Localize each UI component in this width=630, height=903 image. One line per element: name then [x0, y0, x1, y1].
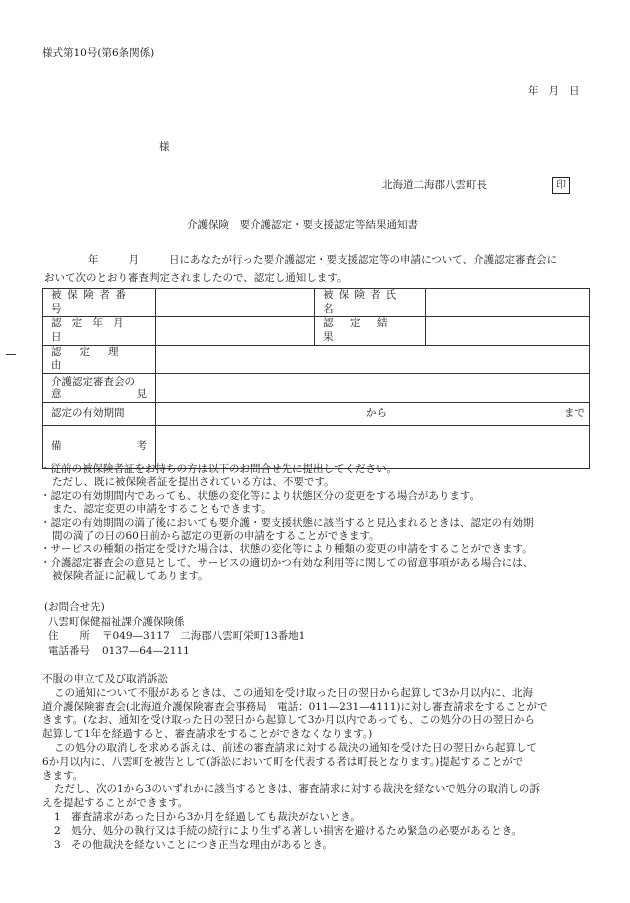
form-number: 様式第10号(第6条関係): [42, 47, 155, 59]
note-line: ただし、既に被保険者証を提出されている方は、不要です。: [52, 476, 335, 489]
opinion-label-line-2: [51, 388, 147, 400]
note-line: ・サービスの種類の指定を受けた場合は、状態の変化等により種類の変更の申請をすることができます。: [40, 543, 533, 556]
appeal-line: ただし、次の1から3のいずれかに該当するときは、審査請求に対する裁決を経ないで処分の取消しの訴: [54, 783, 540, 796]
appeal-line: 6か月以内に、八雲町を被告として(訴訟において町を代表する者は町長となります。)提起することがで: [42, 755, 524, 768]
table-row: [43, 425, 590, 468]
reason-field[interactable]: [156, 345, 590, 373]
contact-heading: (お問合せ先): [44, 601, 105, 613]
insured-name-field[interactable]: [426, 289, 590, 317]
remarks-label: [43, 425, 156, 468]
appeal-line: この処分の取消しを求める訴えは、前述の審査請求に対する裁決の通知を受けた日の翌日から起算して: [54, 741, 537, 754]
recipient-suffix: 様: [159, 141, 170, 153]
appeal-section: [42, 673, 548, 852]
contact-section: [44, 601, 305, 659]
period-from: から: [366, 406, 387, 419]
insured-name-label: [315, 289, 426, 317]
phone-value: 0137—64—2111: [102, 644, 190, 657]
intro-line-1-text: 日にあなたが行った要介護認定・要支援認定等の申請について、介護認定審査会に: [169, 254, 558, 266]
document-title: 介護保険 要介護認定・要支援認定等結果通知書: [187, 219, 418, 231]
intro-line-1: [88, 254, 557, 268]
remarks-field[interactable]: [156, 425, 590, 468]
appeal-line: えを提起することができます。: [42, 797, 189, 810]
cert-result-label: [315, 317, 426, 345]
appeal-line: この通知について不服があるときは、この通知を受け取った日の翌日から起算して3か月以内に、北海: [54, 686, 533, 699]
opinion-field[interactable]: [156, 373, 590, 402]
remarks-label-text: [51, 440, 147, 454]
label-text: 認定結果: [323, 317, 404, 343]
label-text: 見: [136, 387, 147, 400]
note-line: 間の満了の日の60日前から認定の更新の申請をすることができます。: [52, 529, 380, 542]
appeal-item: 2 処分、処分の執行又は手続の続行により生ずる著しい損害を避けるため緊急の必要があるとき。: [54, 824, 523, 837]
cert-date-field[interactable]: [156, 317, 315, 345]
appeal-heading: 不服の申立て及び取消訴訟: [42, 673, 168, 685]
note-line: ・介護認定審査会の意見として、サービスの適切かつ有効な利用等に関しての留意事項がある場合には、: [40, 556, 534, 569]
intro-line-2: おいて次のとおり審査判定されましたので、認定し通知します。: [44, 272, 348, 284]
insured-number-field[interactable]: [156, 289, 315, 317]
appeal-item: 3 その他裁決を経ないことにつき正当な理由があるとき。: [54, 838, 334, 851]
intro-year: 年: [88, 254, 99, 266]
note-line: ・認定の有効期間内であっても、状態の変化等により状態区分の変更をする場合があります。: [40, 489, 481, 502]
appeal-line: きます。(なお、通知を受け取った日の翌日から起算して3か月以内であっても、この処分の日の翌日から: [42, 714, 535, 727]
note-line: ・従前の被保険者証をお持ちの方は以下のお問合せ先に提出してください。: [40, 463, 397, 475]
certification-table: [42, 288, 590, 469]
date-year: 年: [528, 85, 539, 97]
note-line: ・認定の有効期間の満了後においても要介護・要支援状態に該当すると見込まれるときは、認定の有効期: [40, 516, 534, 529]
table-row: [43, 345, 590, 373]
appeal-line: 起算して1年を経過すると、審査請求をすることができなくなります。): [42, 728, 373, 741]
period-label: 認定の有効期間: [43, 402, 156, 425]
phone-label: 電話番号: [48, 644, 90, 657]
period-values: [156, 403, 589, 425]
cert-result-field[interactable]: [426, 317, 590, 345]
issue-date: [528, 85, 580, 99]
label-text: 備: [51, 440, 62, 453]
contact-office: 八雲町保健福祉課介護保険係: [48, 615, 185, 628]
contact-address: [44, 630, 305, 645]
opinion-label: [43, 373, 156, 402]
table-row: [43, 289, 590, 317]
issuer-name: 北海道二海郡八雲町長: [382, 179, 487, 191]
appeal-line: きます。: [42, 769, 84, 782]
label-text: 被保険者番号: [51, 289, 132, 315]
label-text: 考: [136, 440, 147, 453]
label-text: 被保険者氏名: [323, 289, 402, 315]
notes-section: [40, 463, 534, 584]
intro-month: 月: [128, 254, 139, 266]
label-text: 認定理由: [51, 345, 137, 372]
insured-number-label: [43, 289, 156, 317]
contact-phone: [44, 645, 305, 660]
opinion-label-line-1: 介護認定審査会の: [51, 375, 135, 388]
table-row: [43, 373, 590, 402]
period-field[interactable]: [156, 402, 590, 425]
period-to: まで: [564, 406, 585, 419]
label-text: 認定年月日: [51, 317, 134, 343]
date-month: 月: [548, 85, 559, 97]
note-line: 被保険者証に記載してあります。: [52, 570, 209, 583]
insured-number-label-text: [51, 289, 147, 316]
appeal-item: 1 審査請求があった日から3か月を経過しても裁決がないとき。: [54, 810, 361, 823]
appeal-line: 道介護保険審査会(北海道介護保険審査会事務局 電話：011—231—4111)に対し審査請求をすることがで: [42, 700, 548, 713]
date-day: 日: [569, 85, 580, 97]
address-label: 住 所: [48, 630, 90, 642]
table-row: [43, 317, 590, 345]
reason-label: [43, 345, 156, 373]
table-row: [43, 402, 590, 425]
address-value: 〒049—3117 二海郡八雲町栄町13番地1: [102, 630, 306, 642]
seal-stamp: 印: [552, 177, 570, 194]
cert-date-label: [43, 317, 156, 345]
label-text: 意: [51, 387, 62, 400]
note-line: また、認定変更の申請をすることもできます。: [52, 503, 272, 516]
binding-mark: [6, 354, 16, 355]
